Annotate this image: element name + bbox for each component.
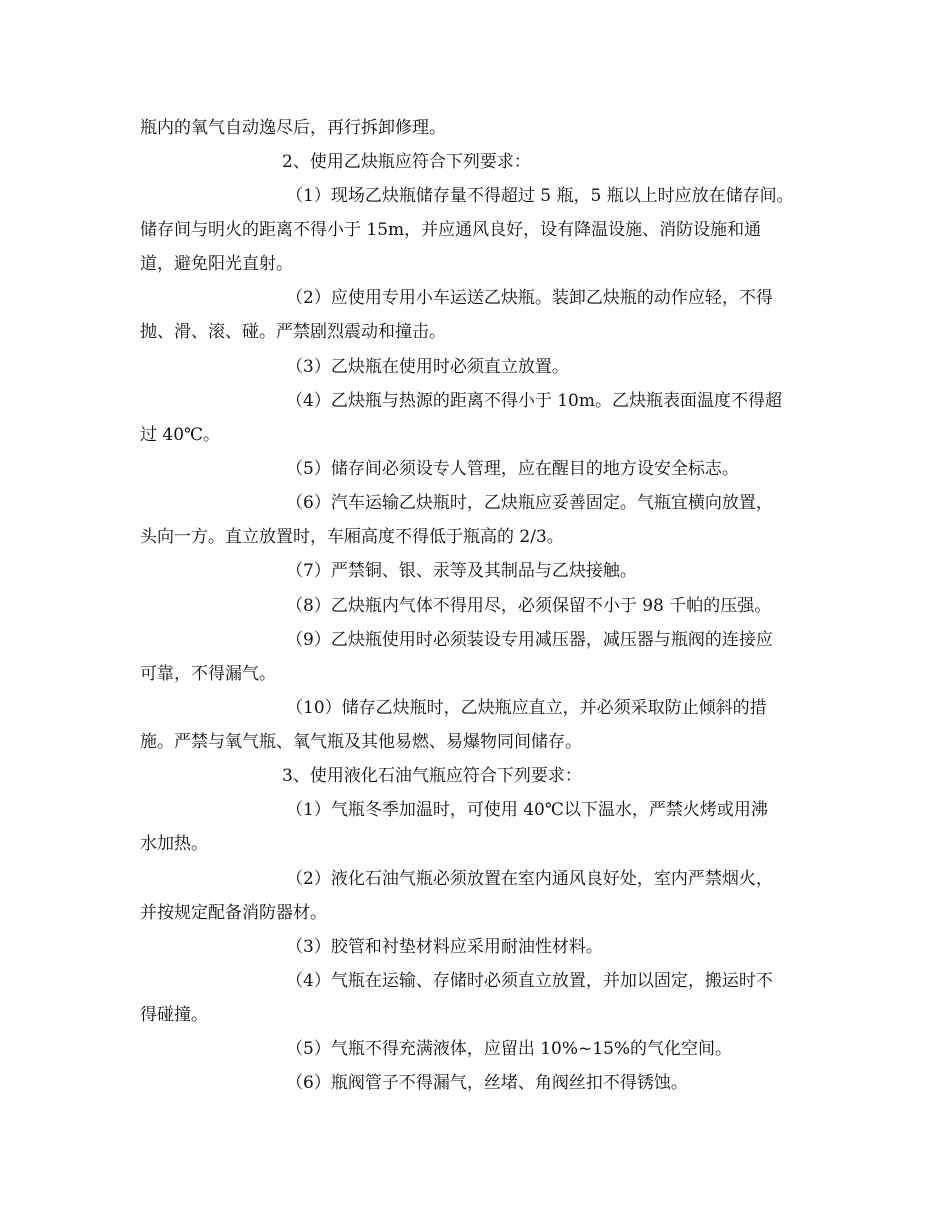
text-line: （7）严禁铜、银、汞等及其制品与乙炔接触。 bbox=[286, 561, 637, 581]
text-line: （3）乙炔瓶在使用时必须直立放置。 bbox=[286, 357, 569, 377]
text-line: （9）乙炔瓶使用时必须装设专用减压器，减压器与瓶阀的连接应 bbox=[286, 630, 773, 650]
text-line: （8）乙炔瓶内气体不得用尽，必须保留不小于 98 千帕的压强。 bbox=[286, 596, 772, 616]
text-line: 道，避免阳光直射。 bbox=[140, 254, 293, 274]
text-line: （4）乙炔瓶与热源的距离不得小于 10m。乙炔瓶表面温度不得超 bbox=[286, 391, 782, 411]
text-line: 瓶内的氧气自动逸尽后，再行拆卸修理。 bbox=[140, 118, 446, 138]
text-line: 得碰撞。 bbox=[140, 1005, 208, 1025]
text-line: 水加热。 bbox=[140, 834, 208, 854]
text-line: 可靠，不得漏气。 bbox=[140, 664, 276, 684]
text-line: （2）液化石油气瓶必须放置在室内通风良好处，室内严禁烟火， bbox=[286, 869, 773, 889]
text-line: （2）应使用专用小车运送乙炔瓶。装卸乙炔瓶的动作应轻，不得 bbox=[286, 288, 773, 308]
text-line: 头向一方。直立放置时，车厢高度不得低于瓶高的 2/3。 bbox=[140, 527, 564, 547]
section-heading: 3、使用液化石油气瓶应符合下列要求： bbox=[282, 766, 582, 786]
text-line: 施。严禁与氧气瓶、氧气瓶及其他易燃、易爆物同间储存。 bbox=[140, 732, 582, 752]
text-line: 过 40℃。 bbox=[140, 425, 221, 445]
text-line: （6）汽车运输乙炔瓶时，乙炔瓶应妥善固定。气瓶宜横向放置， bbox=[286, 493, 773, 513]
text-line: 抛、滑、滚、碰。严禁剧烈震动和撞击。 bbox=[140, 322, 446, 342]
text-line: （5）气瓶不得充满液体，应留出 10%~15%的气化空间。 bbox=[286, 1039, 733, 1059]
text-line: 并按规定配备消防器材。 bbox=[140, 903, 327, 923]
section-heading: 2、使用乙炔瓶应符合下列要求： bbox=[282, 152, 531, 172]
text-line: （5）储存间必须设专人管理，应在醒目的地方设安全标志。 bbox=[286, 459, 739, 479]
text-line: （3）胶管和衬垫材料应采用耐油性材料。 bbox=[286, 937, 603, 957]
text-line: 储存间与明火的距离不得小于 15m，并应通风良好，设有降温设施、消防设施和通 bbox=[140, 220, 762, 240]
text-line: （1）气瓶冬季加温时，可使用 40℃以下温水，严禁火烤或用沸 bbox=[286, 800, 768, 820]
text-line: （4）气瓶在运输、存储时必须直立放置，并加以固定，搬运时不 bbox=[286, 971, 773, 991]
text-line: （10）储存乙炔瓶时，乙炔瓶应直立，并必须采取防止倾斜的措 bbox=[286, 698, 767, 718]
text-line: （6）瓶阀管子不得漏气，丝堵、角阀丝扣不得锈蚀。 bbox=[286, 1073, 688, 1093]
text-line: （1）现场乙炔瓶储存量不得超过 5 瓶，5 瓶以上时应放在储存间。 bbox=[286, 186, 794, 206]
